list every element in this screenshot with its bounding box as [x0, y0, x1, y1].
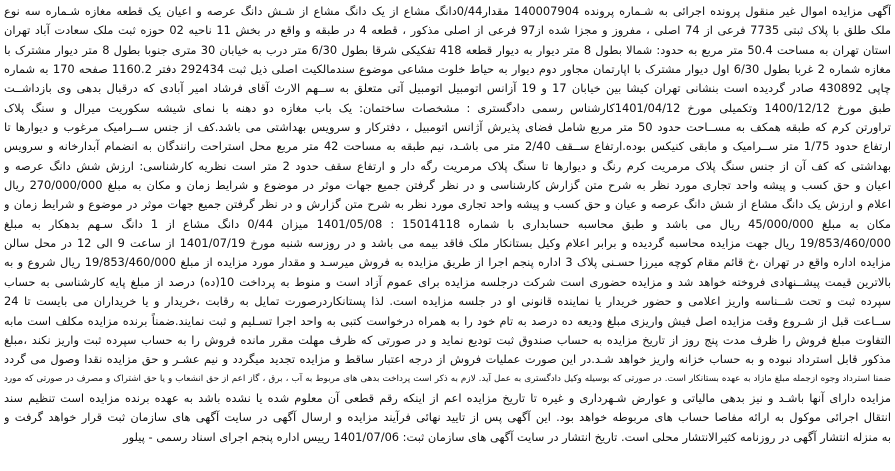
notice-line: مغازه شماره 2 غربا بطول 6/30 اول دیوار مشترک با اپارتمان مجاور دوم دیوار به حیاط خلوت مشاعی موضوع سندمالکیت اصلی ذیل ثبت 292434 دفتر 1160.2 صفحه 170 به شماره	[4, 62, 891, 77]
notice-line: 19/853/460/000 ریال جهت مزایده محاسبه گردیده و برابر اعلام وکیل بستانکار ملک فاقد بیمه می باشد و در روزسه شنبه مورخ 1401/07/19 از ساعت 9 الی 12 در محل سالن	[4, 236, 891, 251]
notice-line: سپرده ثبت و تحت شــناسه واریز اعلامی و حضور خریدار یا نماینده قانونی او در جلسه مزایده است. لذا پستانکاردرصورت تمایل به رقابت ،خریدار و یا خریداران می بایست تا 24	[4, 294, 891, 309]
notice-line: تراورتن کرم که طبقه همکف به مســاحت حدود 50 متر مربع شامل فضای پذیرش آژانس اتومبیل ، دفترکار و سرویس بهداشتی می باشد.کف از جنس ســرامیک مرغوب و دیوارها تا	[4, 120, 891, 135]
notice-line: مذکور قابل استرداد نبوده و به حساب خزانه واریز خواهد شـد.در این صورت عملیات فروش از درجه اعتبار ساقط و مزایده تجدید میگردد و نیم عشـر و حق مزایده نقدا وصول می گردد	[4, 352, 891, 367]
notice-line: ضمنا استرداد وجوه ازجمله مبلغ مازاد به عهده بستانکار است. در صورتی که بوسیله وکیل دادگستری به عمل آید. لازم به ذکر است پرداخت بدهی های مربوط به آب ، برق ، گاز اعم از حق انشعاب و یا حق اشتراک و مصرف در صورتی که مورد	[4, 373, 891, 384]
notice-line: ملک طلق با پلاک ثبتی 7735 فرعی از 74 اصلی ، مفروز و مجزا شده از97 فرعی از اصلی مذکور ، قطعه 4 در طبقه و واقع در بخش 11 ناحیه 02 حوزه ثبت ملک سعادت آباد تهران	[4, 23, 891, 38]
notice-line: ســاعت قبل از شـروع وقت مزایده اصل فیش واریزی مبلغ ودیعه ده درصد به تام خود را به همراه درخواست کتبی به واحد اجرا تسـلیم و ثبت نمایند.ضمناً برنده مزایده مکلف است مابه	[4, 313, 891, 328]
notice-line: مکان به مبلغ 45/000/000 ریال می باشد و طبق محاسبه حسابداری با شماره 15014118 : 1401/05/08 میزان 0/44 دانگ مشاع از 1 دانگ سـهم بدهکار به مبلغ	[4, 216, 891, 231]
notice-line: بهداشتی که کف آن از جنس سنگ پلاک مرمریت کرم رنگ و دیوارها تا سنگ پلاک مرمریت رگه دار و ارتفاع سقف حدود 2 متر است نظریه کارشناسی: ارزش شش دانگ عرصه و	[4, 158, 891, 173]
notice-line: استان تهران به مساحت 50.4 متر مربع به حدود: شمالا بطول 8 متر دیوار به دیوار قطعه 418 تفکیکی شرقا بطول 6/30 متر درب به خیابان 30 متری جنوبا بطول 8 متر دیوار مشترک با	[4, 42, 891, 57]
notice-line: آگهی مزایده اموال غیر منقول پرونده اجرائی به شـماره پرونده 140007904 مقدار0/44دانگ مشاع از یک دانگ مشاع از شـش دانگ عرصه و اعیان یک قطعه مغازه شـماره سه نوع	[4, 4, 891, 18]
notice-line: اعلام و ارزش یک دانگ مشاع از شش دانگ عرصه و عیان و حق کسب و پیشه واحد تجاری مورد نظر به شرح متن گزارش و در نظر گرفتن جمیع جهات موثر در موضوع و شرایط زمان و	[4, 197, 891, 212]
notice-line: طبق مورخ 1400/12/12 وتکمیلی مورخ 1401/04/12کارشناس رسمی دادگستری : مشخصات ساختمان: یک باب مغازه دو دهنه با نمای شیشه سکوریت میرال و سنگ پلاک	[4, 100, 891, 115]
notice-line: بالاترین قیمت پیشــنهادی فروخته خواهد شد و مزایده حضوری است شرکت درجلسه مزایده برای عموم آزاد است و منوط به پرداخت 10(ده) درصد از مبلغ پایه کارشناسی به حساب	[4, 274, 891, 289]
notice-line: مزایده اداره واقع در تهران ،خ قائم مقام کوچه میرزا حسـنی پلاک 3 اداره پنجم اجرا از طریق مزایده به فروش میرسـد و مقدار مورد مزایده از مبلغ 19/853/460/000 ریال شروع و به	[4, 255, 891, 270]
notice-line: مزایده دارای آنها باشـد و نیز بدهی مالیاتی و عوارض شـهرداری و غیره تا تاریخ مزایده اعم از اینکه رقم قطعی آن معلوم شده یا نشده باشد به عهده برنده مزایده است تنظیم سند	[4, 390, 891, 405]
notice-line: ارتفاع حدود 1/75 متر ســرامیک و مابقی کنیکس بوده.ارتفاع ســقف 2/40 متر می باشـد، نیم طبقه به مساحت 42 متر مربع محل استراحت رانندگان به انضمام آبدارخانه و سرویس	[4, 139, 891, 154]
notice-line: التفاوت مبلغ فروش را ظرف مدت پنج روز از تاریخ مزایده به حساب صندوق ثبت تودیع نماید و در صورتی که ظرف مهلت مقرر مانده فروش را به حساب سپرده ثبت واریز نکند ،مبلغ	[4, 332, 891, 347]
notice-line: چاپی 430892 صادر گردیده است بنشانی تهران کیشا بین خیابان 17 و 19 آزانس اتومبیل اتومبیل آتی متعلق به ســهم الارث آقای فرشاد امیر آبادی که درقبال بدهی وی بازداشــت	[4, 81, 891, 96]
notice-line: انتقال اجرائی موکول به ارائه مفاصا حساب های مربوطه خواهد بود. این آگهی پس از تایید نهائی فرآیند مزایده و ارسال آگهی در سایت آگهی های سازمان ثبت قرار خواهد گرفت و	[4, 410, 891, 425]
notice-line: اعیان و حق کسب و پیشه واحد تجاری مورد نظر به شرح متن گزارش کارشناسی و در نظر گرفتن جمیع جهات موثر در موضوع و شرایط زمان و مکان به مبلغ 270/000/000 ریال	[4, 178, 891, 193]
notice-line: به منزله انتشار آگهی در روزنامه کثیرالانتشار محلی است. تاریخ انتشار در سایت آگهی های سازمان ثبت: 1401/07/06 رییس اداره پنجم اجرای اسناد رسمی - پیلور	[123, 429, 891, 444]
